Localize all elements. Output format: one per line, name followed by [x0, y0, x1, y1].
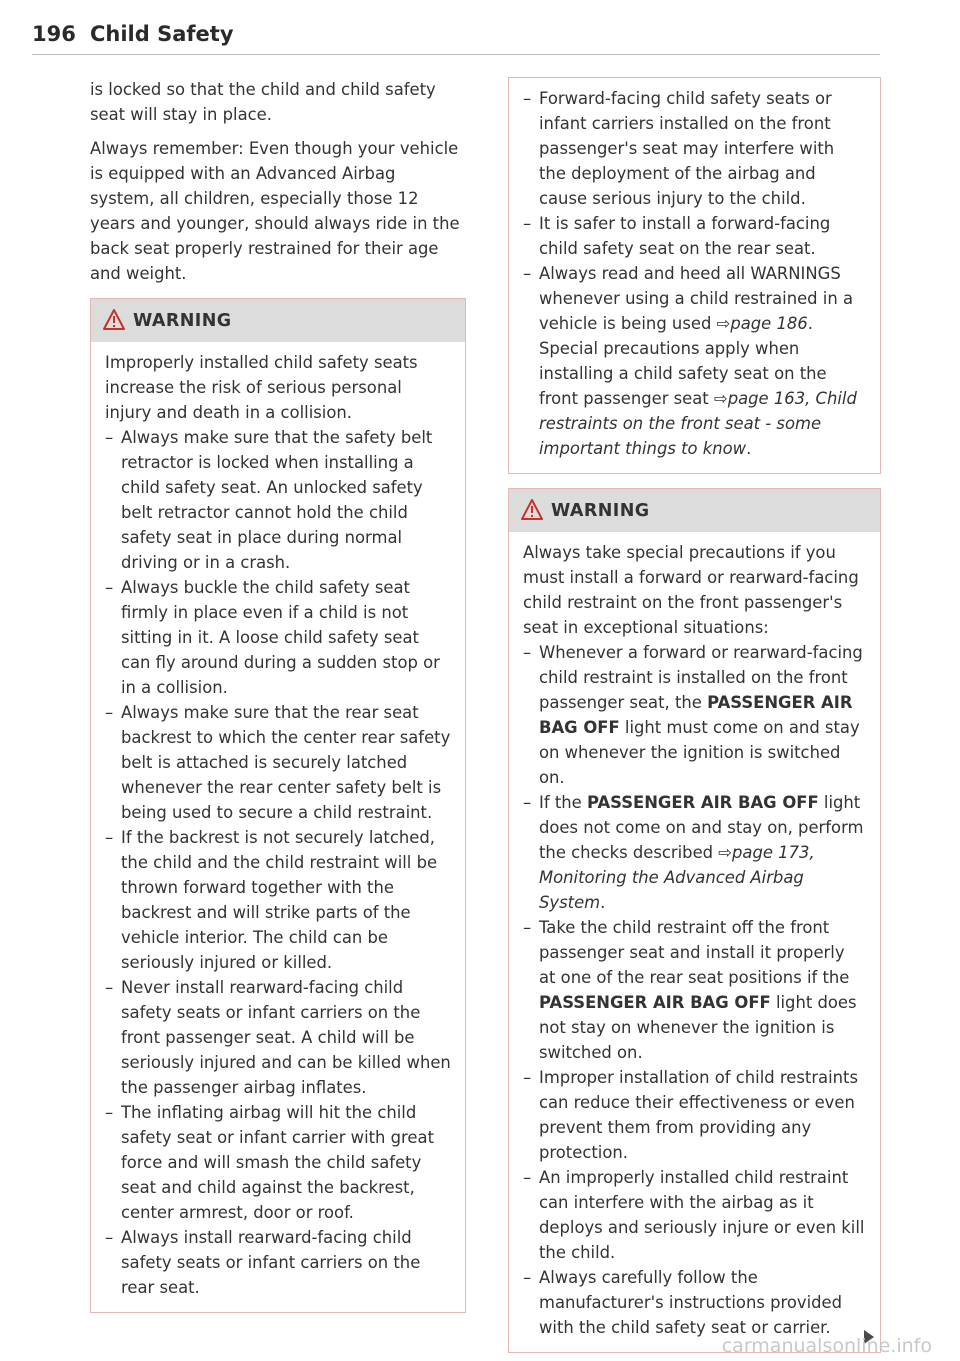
- warning-label-1: WARNING: [133, 311, 232, 331]
- page-reference-link[interactable]: page 163, Child restraints on the front seat - some important things to know: [539, 389, 857, 458]
- cross-reference-arrow-icon: ⇨: [718, 843, 733, 862]
- indicator-name: PASSENGER AIR BAG OFF: [539, 993, 771, 1012]
- warning-box-1: [90, 298, 466, 1313]
- list-item: [523, 790, 866, 915]
- indicator-name: PASSENGER AIR BAG OFF: [586, 793, 819, 812]
- list-item: [523, 915, 866, 1065]
- intro-paragraph-1: is locked so that the child and child safety seat will stay in place.: [90, 80, 436, 124]
- list-item: – An improperly installed child restraint can interfere with the airbag as it deploys and seriously injure or even kill the child.: [523, 1165, 866, 1265]
- list-item: – Always carefully follow the manufacturer's instructions provided with the child safety seat or carrier.: [523, 1265, 866, 1340]
- warning-list-2: [523, 640, 866, 1340]
- item-text: light must come on and stay on whenever the ignition is switched on.: [539, 718, 860, 787]
- section-title: Child Safety: [90, 22, 234, 46]
- list-item: – Forward-facing child safety seats or infant carriers installed on the front passenger's seat may interfere with the deployment of the airbag and cause serious injury to the child.: [523, 86, 866, 211]
- warning-list-1: [105, 425, 451, 1300]
- warning-list-1-continued: [523, 86, 866, 461]
- item-text: .: [600, 893, 606, 912]
- warning-body-2: [509, 532, 880, 1352]
- warning-body-1: [91, 342, 465, 1312]
- list-item: [523, 640, 866, 790]
- list-item: – If the backrest is not securely latched, the child and the child restraint will be thrown forward together with the backrest and will strike parts of the vehicle interior. The child can be seriously injured or killed.: [105, 825, 451, 975]
- list-item: – Always buckle the child safety seat firmly in place even if a child is not sitting in it. A loose child safety seat can fly around during a sudden stop or in a collision.: [105, 575, 451, 700]
- item-text: . Special precautions apply when installing a child safety seat on the front passenger seat: [539, 314, 827, 408]
- list-item: – Always make sure that the rear seat backrest to which the center rear safety belt is attached is securely latched whenever the rear center safety belt is being used to secure a child restraint.: [105, 700, 451, 825]
- item-text: Always read and heed all WARNINGS whenever using a child restrained in a vehicle is being used: [539, 264, 853, 333]
- cross-reference-arrow-icon: ⇨: [713, 389, 728, 408]
- list-item: – It is safer to install a forward-facing child safety seat on the rear seat.: [523, 211, 866, 261]
- cross-reference-arrow-icon: ⇨: [716, 314, 731, 333]
- intro-paragraph-2: Always remember: Even though your vehicle is equipped with an Advanced Airbag system, all children, especially those 12 years and younger, should always ride in the back seat properly restrained for their age and weight.: [90, 139, 460, 283]
- item-text: Whenever a forward or rearward-facing child restraint is installed on the front passenger seat, the: [539, 643, 863, 712]
- warning-header-1: [91, 299, 465, 342]
- list-item: – Always install rearward-facing child safety seats or infant carriers on the rear seat.: [105, 1225, 451, 1300]
- page-header: [32, 22, 880, 55]
- warning-triangle-icon: [103, 309, 125, 330]
- warning-lead-2: Always take special precautions if you must install a forward or rearward-facing child restraint on the front passenger's seat in exceptional situations:: [523, 543, 859, 637]
- list-item: – Always make sure that the safety belt retractor is locked when installing a child safety seat. An unlocked safety belt retractor cannot hold the child safety seat in place during normal driving or in a crash.: [105, 425, 451, 575]
- list-item: – Never install rearward-facing child safety seats or infant carriers on the front passenger seat. A child will be seriously injured and can be killed when the passenger airbag inflates.: [105, 975, 451, 1100]
- warning-box-1-continued: [508, 77, 881, 474]
- warning-triangle-icon: [521, 499, 543, 520]
- item-text: .: [746, 439, 752, 458]
- page-reference-link[interactable]: page 186: [730, 314, 808, 333]
- item-text: light does not stay on whenever the ignition is switched on.: [539, 993, 857, 1062]
- list-item: – Improper installation of child restraints can reduce their effectiveness or even prevent them from providing any protection.: [523, 1065, 866, 1165]
- warning-header-2: [509, 489, 880, 532]
- warning-lead-1: Improperly installed child safety seats increase the risk of serious personal injury and death in a collision.: [105, 353, 418, 422]
- indicator-name: PASSENGER AIR BAG OFF: [539, 693, 853, 737]
- item-text: light does not come on and stay on, perform the checks described: [539, 793, 864, 862]
- item-text: If the: [539, 793, 582, 812]
- page-number: 196: [32, 22, 76, 46]
- warning-label-2: WARNING: [551, 501, 650, 521]
- watermark: carmanualsonline.info: [721, 1335, 932, 1357]
- page-reference-link[interactable]: page 173, Monitoring the Advanced Airbag System: [539, 843, 815, 912]
- warning-box-2: [508, 488, 881, 1353]
- list-item: [523, 261, 866, 461]
- item-text: Take the child restraint off the front passenger seat and install it properly at one of the rear seat positions if the: [539, 918, 850, 987]
- list-item: – The inflating airbag will hit the child safety seat or infant carrier with great force and will smash the child safety seat and child against the backrest, center armrest, door or roof.: [105, 1100, 451, 1225]
- right-column: [508, 77, 881, 1353]
- left-column: [90, 77, 466, 1313]
